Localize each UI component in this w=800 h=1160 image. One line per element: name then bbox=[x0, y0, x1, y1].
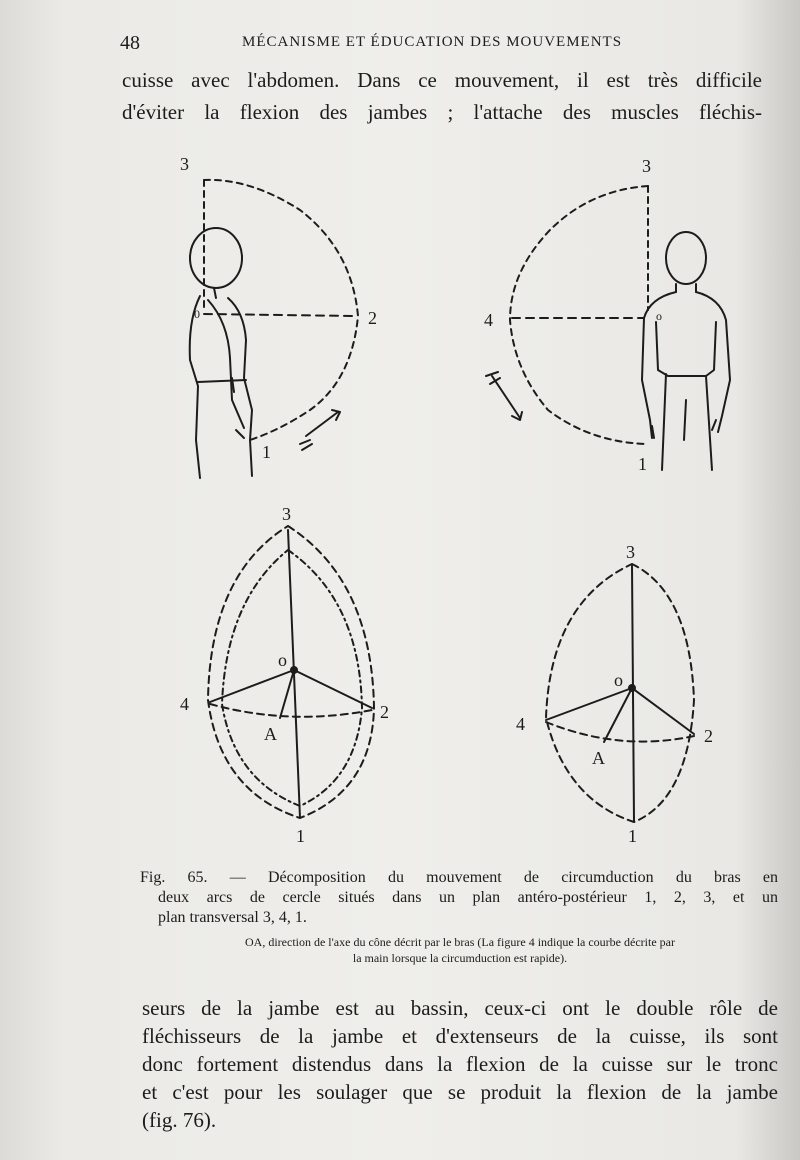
text-line: donc fortement distendus dans la flexion de la cuisse sur le tronc bbox=[142, 1052, 778, 1076]
fig1-label-2: 2 bbox=[368, 308, 377, 328]
fig2-label-3: 3 bbox=[642, 156, 651, 176]
figure-illustrations bbox=[0, 140, 800, 860]
text-line: cuisse avec l'abdomen. Dans ce mouvement, il est très difficile bbox=[122, 68, 762, 92]
fig3-label-1: 1 bbox=[296, 826, 305, 846]
caption-line: Fig. 65. — Décomposition du mouvement de circumduction du bras en bbox=[140, 869, 778, 886]
text-line: et c'est pour les soulager que se produit la flexion de la jambe bbox=[142, 1080, 778, 1104]
text-line: fléchisseurs de la jambe et d'extenseurs de la cuisse, ils sont bbox=[142, 1024, 778, 1048]
fig4-label-1: 1 bbox=[628, 826, 637, 846]
text-line: (fig. 76). bbox=[142, 1108, 217, 1132]
page-number: 48 bbox=[120, 32, 140, 54]
text-line: seurs de la jambe est au bassin, ceux-ci ont le double rôle de bbox=[142, 996, 778, 1020]
fig3-label-a: A bbox=[264, 724, 277, 744]
fig2-label-1: 1 bbox=[638, 454, 647, 474]
running-title: MÉCANISME ET ÉDUCATION DES MOUVEMENTS bbox=[242, 34, 623, 50]
fig1-label-3: 3 bbox=[180, 154, 189, 174]
page-header bbox=[120, 32, 760, 56]
fig3-label-o: o bbox=[278, 650, 287, 670]
fig3-label-2: 2 bbox=[380, 702, 389, 722]
body-text-top bbox=[122, 64, 762, 128]
fig4-label-a: A bbox=[592, 748, 605, 768]
caption-note bbox=[140, 934, 780, 966]
body-text-bottom bbox=[142, 994, 778, 1134]
fig2-label-4: 4 bbox=[484, 310, 493, 330]
figure-3-diagram bbox=[208, 526, 374, 818]
caption-note-line: la main lorsque la circumduction est rapide). bbox=[352, 951, 568, 965]
caption-line: plan transversal 3, 4, 1. bbox=[158, 909, 307, 926]
figure-2-front bbox=[486, 186, 730, 470]
fig1-label-0: 0 bbox=[194, 307, 200, 321]
fig4-label-4: 4 bbox=[516, 714, 525, 734]
fig3-label-4: 4 bbox=[180, 694, 189, 714]
fig3-label-3: 3 bbox=[282, 504, 291, 524]
figure-4-diagram bbox=[546, 564, 694, 822]
figure-1-profile bbox=[190, 180, 358, 478]
fig4-label-3: 3 bbox=[626, 542, 635, 562]
caption-line: deux arcs de cercle situés dans un plan antéro-postérieur 1, 2, 3, et un bbox=[158, 889, 778, 906]
figure-caption bbox=[140, 868, 778, 928]
text-line: d'éviter la flexion des jambes ; l'attache des muscles fléchis- bbox=[122, 100, 762, 124]
fig2-label-0: o bbox=[656, 309, 662, 323]
fig4-label-2: 2 bbox=[704, 726, 713, 746]
fig1-label-1: 1 bbox=[262, 442, 271, 462]
fig4-label-o: o bbox=[614, 670, 623, 690]
caption-note-line: OA, direction de l'axe du cône décrit par le bras (La figure 4 indique la courbe décrite par bbox=[245, 935, 675, 949]
